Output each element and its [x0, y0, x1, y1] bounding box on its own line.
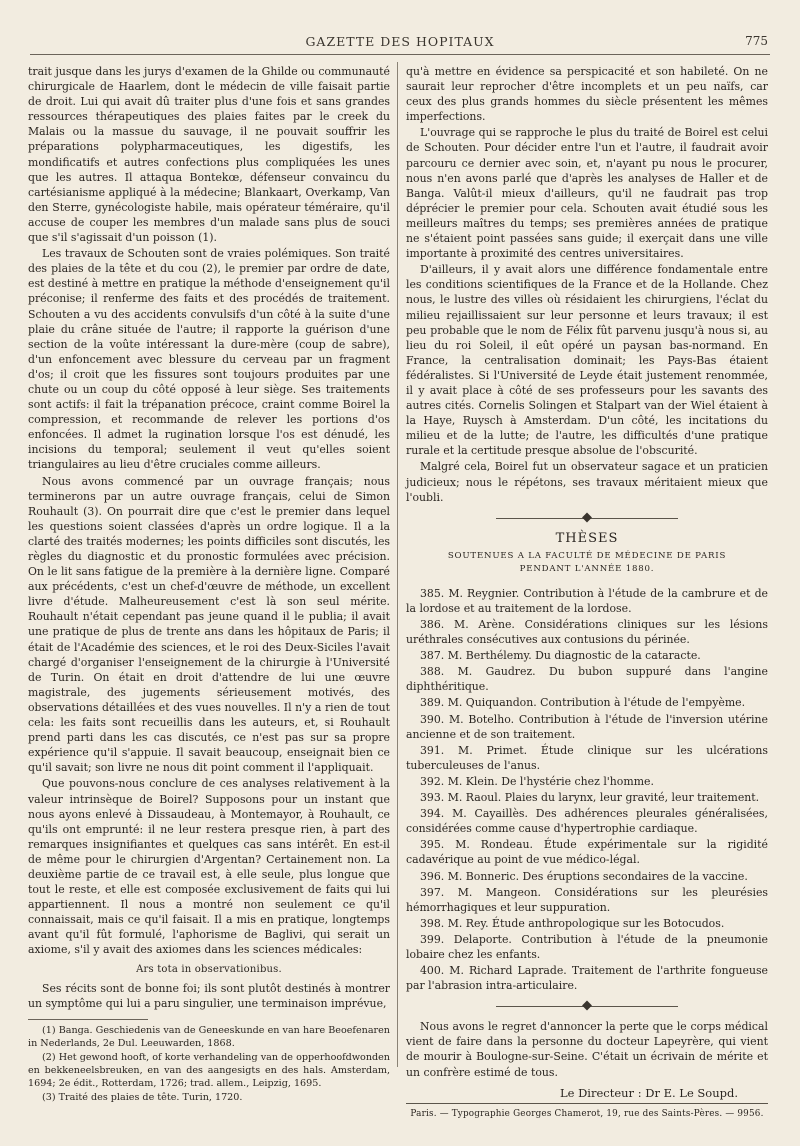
theses-list [406, 586, 768, 993]
footnote: (1) Banga. Geschiedenis van de Geneeskunde en van hare Beoefenaren in Nederlands, 2e Dul. Leeuwarden, 1868. [28, 1024, 390, 1049]
footnote-rule [28, 1019, 148, 1020]
obituary-notice: Nous avons le regret d'annoncer la perte que le corps médical vient de faire dans la personne du docteur Lapeyrère, qui vient de mourir à Boulogne-sur-Seine. C'était un écrivain de mérite et un confrère estimé de tous. [406, 1020, 768, 1079]
printer-line: Paris. — Typographie Georges Chamerot, 19, rue des Saints-Pères. — 9956. [410, 1108, 764, 1119]
theses-subheading: PENDANT L'ANNÉE 1880. [519, 563, 655, 574]
paragraph: L'ouvrage qui se rapproche le plus du traité de Boirel est celui de Schouten. Pour décider entre l'un et l'autre, il faudrait avoir parcouru ce dernier avec soin, et, n'ayant pu nous le procurer, nous n'en avons parlé que d'après les analyses de Haller et de Banga. Valût-il mieux d'ailleurs, qu'il ne faudrait pas trop déprécier le premier pour cela. Schouten avait étudié sous les meilleurs maîtres du temps; ses premières années de pratique ne s'étaient point passées sans guide; il exerçait dans une ville importante à proximité des centres universitaires. [406, 126, 768, 261]
paragraph: Que pouvons-nous conclure de ces analyses relativement à la valeur intrinsèque de Boirel? Supposons pour un instant que nous ayons enlevé à Dissaudeau, à Montemayor, à Rouhault, ce qu'ils ont emprunté: il ne leur restera presque rien, à part des remarques insignifiantes et quelques cas sans intérêt. En est-il de même pour le chirurgien d'Argentan? Certainement non. La deuxième partie de ce travail est, à elle seule, plus longue que tout le reste, et elle est composée exclusivement de faits qui lui appartiennent. Il nous a montré non seulement ce qu'il connaissait, mais ce qu'il faisait. Il a mis en pratique, longtemps avant qu'il fût formulé, l'aphorisme de Baglivi, qui serait un axiome, s'il y avait des axiomes dans les sciences médicales: [28, 777, 390, 957]
thesis-item: 399. Delaporte. Contribution à l'étude de la pneumonie lobaire chez les enfants. [406, 932, 768, 961]
paragraph: Malgré cela, Boirel fut un observateur sagace et un praticien judicieux; nous le répétons, ses travaux méritaient mieux que l'oubli. [406, 460, 768, 504]
thesis-item: 387. M. Berthélemy. Du diagnostic de la cataracte. [420, 649, 701, 663]
thesis-item: 400. M. Richard Laprade. Traitement de l'arthrite fongueuse par l'abrasion intra-articulaire. [406, 964, 768, 993]
thesis-item: 385. M. Reygnier. Contribution à l'étude de la cambrure et de la lordose et au traitement de la lordose. [406, 586, 768, 615]
section-separator [406, 511, 768, 525]
thesis-item: 390. M. Botelho. Contribution à l'étude de l'inversion utérine ancienne et de son traitement. [406, 712, 768, 741]
left-column [28, 64, 390, 1105]
section-separator [406, 999, 768, 1013]
right-column [406, 64, 768, 1122]
thesis-item: 391. M. Primet. Étude clinique sur les ulcérations tuberculeuses de l'anus. [406, 743, 768, 772]
paragraph: qu'à mettre en évidence sa perspicacité et son habileté. On ne saurait leur reprocher d'être incomplets et un peu naïfs, car ceux des plus grands hommes du siècle présentent les mêmes imperfections. [406, 65, 768, 124]
thesis-item: 388. M. Gaudrez. Du bubon suppuré dans l'angine diphthéritique. [406, 665, 768, 694]
thesis-item: 398. M. Rey. Étude anthropologique sur les Botocudos. [420, 916, 725, 930]
paragraph: Ses récits sont de bonne foi; ils sont plutôt destinés à montrer un symptôme qui lui a paru singulier, une terminaison imprévue, [28, 981, 390, 1010]
thesis-item: 389. M. Quiquandon. Contribution à l'étude de l'empyème. [420, 696, 746, 710]
page-header [30, 30, 770, 55]
journal-title: GAZETTE DES HOPITAUX [305, 34, 495, 49]
thesis-item: 395. M. Rondeau. Étude expérimentale sur la rigidité cadavérique au point de vue médico-légal. [406, 838, 768, 867]
footnote: (3) Traité des plaies de tête. Turin, 1720. [42, 1091, 243, 1103]
thesis-item: 397. M. Mangeon. Considérations sur les pleurésies hémorrhagiques et leur suppuration. [406, 885, 768, 914]
theses-subheading: SOUTENUES A LA FACULTÉ DE MÉDECINE DE PARIS [447, 550, 727, 561]
thesis-item: 394. M. Cayaillès. Des adhérences pleurales généralisées, considérées comme cause d'hypertrophie cardiaque. [406, 807, 768, 836]
director-signature: Le Directeur : Dr E. Le Soupd. [559, 1085, 738, 1100]
paragraph: D'ailleurs, il y avait alors une différence fondamentale entre les conditions scientifiques de la France et de la Hollande. Chez nous, le lustre des villes où résidaient les chirurgiens, l'éclat du milieu rejaillissaient sur leur personne et leurs travaux; il est peu probable que le nom de Félix fût parvenu jusqu'à nous si, au lieu du roi Soleil, il eût opéré un paysan bas-normand. En France, la centralisation dominait; les Pays-Bas étaient fédéralistes. Si l'Université de Leyde était justement renommée, il y avait place à côté de ses professeurs pour les savants des autres cités. Cornelis Solingen et Stalpart van der Wiel étaient à la Haye, Ruysch à Amsterdam. D'un côté, les incitations du milieu et de la lutte; de l'autre, les difficultés d'une pratique rurale et la certitude presque absolue de l'obscurité. [406, 263, 768, 458]
paragraph: Nous avons commencé par un ouvrage français; nous terminerons par un autre ouvrage français, celui de Simon Rouhault (3). On pourrait dire que c'est le premier dans lequel les questions soient classées d'après un ordre logique. Il a la clarté des traités modernes; les points difficiles sont discutés, les règles du diagnostic et du pronostic formulées avec précision. On le lit sans fatigue de la première à la dernière ligne. Comparé aux précédents, c'est un chef-d'œuvre de méthode, un excellent livre d'étude. Malheureusement c'est là son seul mérite. Rouhault n'était cependant pas jeune quand il le publia; il avait une pratique de plus de trente ans dans les hôpitaux de Paris; il était de l'Académie des sciences, et le roi des Deux-Siciles l'avait chargé d'organiser l'enseignement de la chirurgie à l'Université de Turin. On était en droit d'attendre de lui une œuvre magistrale, des jugements sérieusement motivés, des observations détaillées et des vues nouvelles. Il n'y a rien de tout cela: les faits sont recueillis dans les auteurs, et, si Rouhault prend parti dans les cas discutés, ce n'est pas sur sa propre expérience qu'il s'appuie. Il savait beaucoup, enseignait bien ce qu'il savait; son livre ne nous dit point comment il l'appliquait. [28, 474, 390, 775]
latin-quote: Ars tota in observationibus. [136, 963, 282, 975]
page-number: 775 [745, 34, 768, 48]
separator-ornament-icon [582, 1001, 592, 1011]
thesis-item: 392. M. Klein. De l'hystérie chez l'homme. [420, 774, 654, 788]
thesis-item: 393. M. Raoul. Plaies du larynx, leur gravité, leur traitement. [420, 791, 760, 805]
paragraph: trait jusque dans les jurys d'examen de la Ghilde ou communauté chirurgicale de Haarlem, dont le médecin de ville faisait partie de droit. Lui qui avait dû traiter plus d'une fois et sans grandes ressources thérapeutiques des plaies faites par le creek du Malais ou la massue du sauvage, il ne pouvait souffrir les préparations polypharmaceutiques, les digestifs, les mondificatifs et autres confections plus compliquées les unes que les autres. Il attaqua Bontekœ, défenseur convaincu du cartésianisme appliqué à la médecine; Blankaart, Overkamp, Van den Sterre, gynécologiste habile, mais opérateur téméraire, qu'il accuse de couper les membres d'un malade sans plus de souci que s'il s'agissait d'un poisson (1). [28, 65, 390, 245]
thesis-item: 386. M. Arène. Considérations cliniques sur les lésions uréthrales consécutives aux contusions du périnée. [406, 618, 768, 647]
paragraph: Les travaux de Schouten sont de vraies polémiques. Son traité des plaies de la tête et du cou (2), le premier par ordre de date, est destiné à mettre en pratique la méthode d'enseignement qu'il préconise; il renferme des faits et des procédés de traitement. Schouten a vu des accidents convulsifs d'un côté à la suite d'une plaie du crâne située de l'autre; il rapporte la guérison d'une section de la voûte intéressant la dure-mère (coup de sabre), d'un enfoncement avec blessure du cerveau par un fragment d'os; il croit que les fissures sont toujours produites par une chute ou un coup du côté opposé à leur siège. Ses traitements sont actifs: il fait la trépanation précoce, craint comme Boirel la compression, et recommande de relever les portions d'os enfoncées. Il admet la rugination lorsque l'os est dénudé, les incisions du temporal; seulement il veut qu'elles soient triangulaires au lieu d'être cruciales comme ailleurs. [28, 247, 390, 472]
thesis-item: 396. M. Bonneric. Des éruptions secondaires de la vaccine. [420, 869, 748, 883]
theses-heading: THÈSES [555, 530, 619, 546]
column-divider [397, 62, 398, 1067]
printer-rule [406, 1103, 768, 1104]
separator-ornament-icon [582, 512, 592, 522]
footnote: (2) Het gewond hooft, of korte verhandeling van de opperhoofdwonden en bekkeneelsbreuken, en van des aangesigts en des hals. Amsterdam, 1694; 2e édit., Rotterdam, 1726; trad. allem., Leipzig, 1695. [28, 1051, 390, 1089]
